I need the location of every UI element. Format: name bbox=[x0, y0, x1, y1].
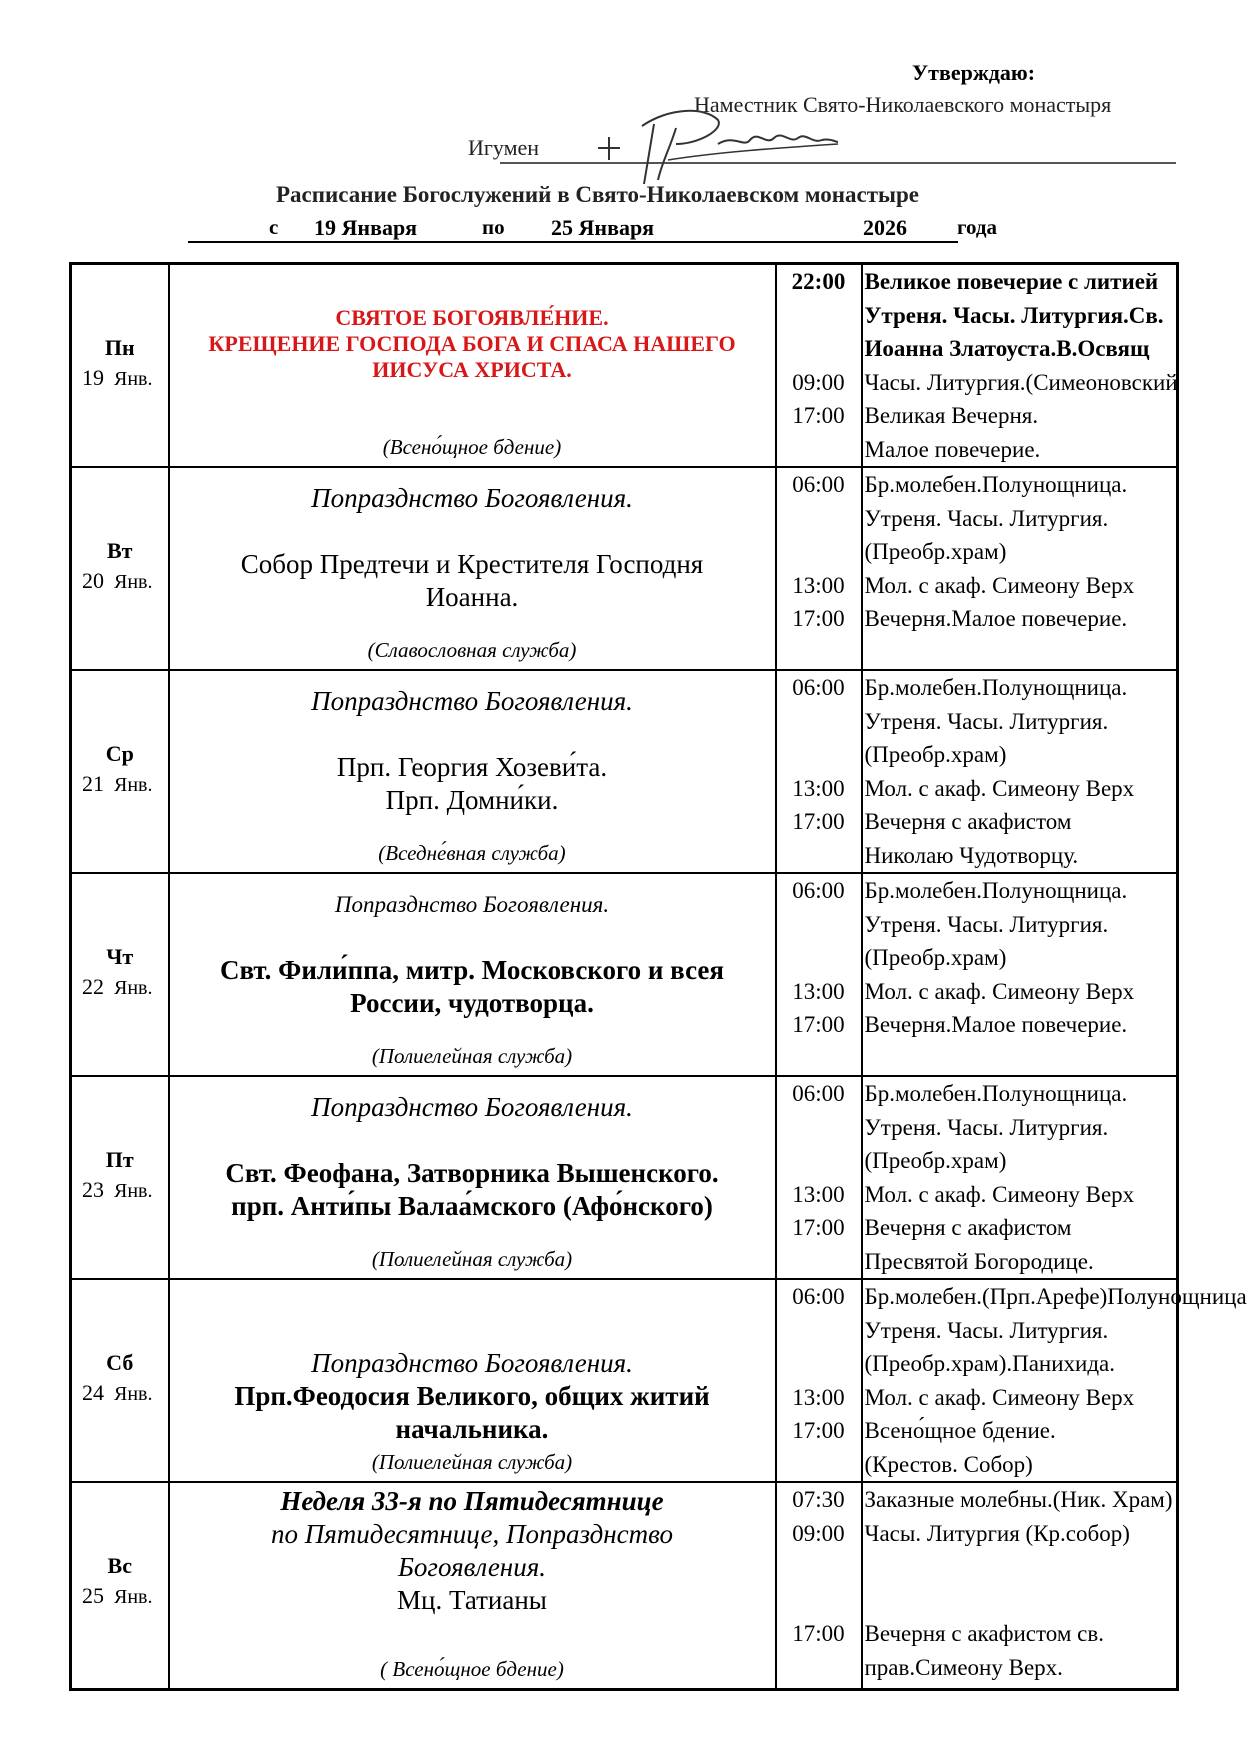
day-cell bbox=[71, 1482, 169, 1689]
feast-line: Прп.Феодосия Великого, общих житий bbox=[234, 1381, 710, 1411]
service-name: Бр.молебен.Полунощница. bbox=[864, 472, 1128, 497]
day-cell bbox=[71, 670, 169, 873]
service-name: Утреня. Часы. Литургия. bbox=[864, 1114, 1109, 1140]
feast-cell bbox=[169, 1482, 776, 1689]
day-month: Янв. bbox=[114, 977, 153, 999]
feast-lines bbox=[170, 305, 775, 383]
service-time: 17:00 bbox=[792, 1215, 845, 1240]
feast-cell bbox=[169, 264, 776, 468]
service-time bbox=[777, 705, 861, 739]
service-time bbox=[777, 1584, 861, 1618]
services-cell bbox=[862, 467, 1178, 670]
feast-line: по Пятидесятнице, Попразднство bbox=[270, 1519, 674, 1549]
service-type: (Вседне́вная служба) bbox=[378, 841, 566, 865]
weekday-abbr: Пт bbox=[105, 1147, 134, 1172]
service-time bbox=[777, 332, 861, 366]
feast-line: Мц. Татианы bbox=[397, 1585, 547, 1615]
feast-line: Свт. Феофана, Затворника Вышенского. bbox=[225, 1158, 719, 1188]
service-time bbox=[777, 433, 861, 467]
service-name: Иоанна Златоуста.В.Освящ bbox=[864, 336, 1150, 361]
day-row bbox=[71, 1482, 1178, 1689]
feast-line bbox=[170, 1124, 775, 1157]
feast-cell bbox=[169, 873, 776, 1076]
service-time bbox=[777, 1550, 861, 1584]
service-time bbox=[777, 1245, 861, 1279]
service-name bbox=[863, 636, 1177, 670]
feast-line: Прп. Георгия Хозеви́та. bbox=[336, 752, 608, 782]
weekday-abbr: Вс bbox=[107, 1553, 132, 1578]
service-type: (Полиелейная служба) bbox=[371, 1247, 573, 1271]
service-name: (Преобр.храм) bbox=[864, 539, 1007, 564]
service-name bbox=[863, 1042, 1177, 1076]
times-cell bbox=[776, 670, 862, 873]
feast-cell bbox=[169, 1076, 776, 1279]
service-name: Утреня. Часы. Литургия. bbox=[864, 1317, 1109, 1343]
day-number: 23 bbox=[82, 1177, 104, 1202]
from-word: с bbox=[269, 215, 279, 239]
services-cell bbox=[862, 1076, 1178, 1279]
approval-heading: Утверждаю: bbox=[912, 60, 1036, 85]
service-type: (Полиелейная служба) bbox=[371, 1450, 573, 1474]
feast-line: КРЕЩЕНИЕ ГОСПОДА БОГА И СПАСА НАШЕГО bbox=[208, 331, 736, 356]
feast-lines bbox=[170, 685, 775, 817]
weekday-abbr: Пн bbox=[104, 335, 135, 360]
service-time: 06:00 bbox=[792, 1081, 845, 1106]
service-time bbox=[777, 502, 861, 536]
service-name: Бр.молебен.Полунощница. bbox=[864, 1081, 1128, 1106]
feast-line: Прп. Домни́ки. bbox=[385, 785, 559, 815]
feast-line: прп. Анти́пы Валаа́мского (Афо́нского) bbox=[231, 1191, 713, 1221]
service-time bbox=[777, 1347, 861, 1381]
service-time: 13:00 bbox=[792, 775, 845, 801]
feast-line: Попразднство Богоявления. bbox=[311, 1348, 633, 1378]
service-time: 07:30 bbox=[792, 1487, 845, 1512]
service-time bbox=[777, 1651, 861, 1685]
service-time: 17:00 bbox=[792, 809, 845, 834]
feast-line: Собор Предтечи и Крестителя Господня bbox=[240, 549, 704, 579]
service-name: (Преобр.храм) bbox=[864, 945, 1007, 970]
services-cell bbox=[862, 873, 1178, 1076]
service-name: Вечерня с акафистом bbox=[864, 1215, 1072, 1240]
day-number: 24 bbox=[82, 1380, 104, 1405]
service-time bbox=[777, 1042, 861, 1076]
feast-lines bbox=[170, 1314, 775, 1446]
day-month: Янв. bbox=[114, 774, 153, 796]
feast-line: СВЯТОЕ БОГОЯВЛЕ́НИЕ. bbox=[335, 305, 609, 330]
feast-line bbox=[170, 718, 775, 751]
services-cell bbox=[862, 670, 1178, 873]
feast-line: Неделя 33-я по Пятидесятнице bbox=[280, 1486, 664, 1516]
feast-lines bbox=[170, 482, 775, 614]
day-row bbox=[71, 1076, 1178, 1279]
feast-line: Иоанна. bbox=[425, 582, 519, 612]
service-name bbox=[863, 1550, 1177, 1584]
service-time bbox=[777, 738, 861, 772]
service-name: Часы. Литургия (Кр.собор) bbox=[864, 1520, 1130, 1546]
service-time: 09:00 bbox=[792, 369, 845, 395]
services-cell bbox=[862, 264, 1178, 468]
feast-lines bbox=[170, 888, 775, 1020]
day-row bbox=[71, 670, 1178, 873]
service-name: Утреня. Часы. Литургия.Св. bbox=[864, 302, 1164, 328]
service-name: Вечерня.Малое повечерие. bbox=[864, 606, 1128, 631]
service-name: (Преобр.храм).Панихида. bbox=[864, 1351, 1116, 1376]
service-name: Вечерня с акафистом bbox=[864, 809, 1072, 834]
service-time bbox=[777, 299, 861, 333]
day-number: 22 bbox=[82, 974, 104, 999]
feast-line: ИИСУСА ХРИСТА. bbox=[372, 357, 572, 382]
service-name: Мол. с акаф. Симеону Верх bbox=[864, 978, 1135, 1004]
feast-line: Попразднство Богоявления. bbox=[311, 483, 633, 513]
year-word: года bbox=[957, 215, 998, 239]
from-date: 19 Января bbox=[314, 215, 418, 240]
abbot-rank: Игумен bbox=[468, 135, 540, 160]
feast-line bbox=[170, 921, 775, 954]
service-time: 06:00 bbox=[792, 1284, 845, 1309]
weekday-abbr: Чт bbox=[106, 944, 134, 969]
service-name: Мол. с акаф. Симеону Верх bbox=[864, 775, 1135, 801]
service-time: 06:00 bbox=[792, 675, 845, 700]
feast-line bbox=[170, 1314, 775, 1347]
service-time bbox=[777, 941, 861, 975]
year: 2026 bbox=[863, 215, 907, 240]
service-name: Вечерня.Малое повечерие. bbox=[864, 1012, 1128, 1037]
service-name: Утреня. Часы. Литургия. bbox=[864, 911, 1109, 937]
service-time bbox=[777, 1111, 861, 1145]
date-range-underline bbox=[188, 241, 958, 243]
day-date bbox=[82, 568, 153, 594]
service-time bbox=[777, 839, 861, 873]
day-cell bbox=[71, 1279, 169, 1482]
feast-line: Попразднство Богоявления. bbox=[311, 1092, 633, 1122]
day-month: Янв. bbox=[114, 1383, 153, 1405]
feast-cell bbox=[169, 1279, 776, 1482]
service-time bbox=[777, 1314, 861, 1348]
service-type: (Славословная служба) bbox=[367, 638, 577, 662]
day-date bbox=[82, 1177, 153, 1203]
day-cell bbox=[71, 264, 169, 468]
service-time: 17:00 bbox=[792, 1418, 845, 1443]
weekday-abbr: Сб bbox=[106, 1350, 134, 1375]
day-row bbox=[71, 264, 1178, 468]
feast-lines bbox=[170, 1091, 775, 1223]
service-time: 17:00 bbox=[792, 1012, 845, 1037]
service-name: Всено́щное бдение. bbox=[864, 1418, 1056, 1443]
service-time bbox=[777, 1448, 861, 1482]
services-cell bbox=[862, 1482, 1178, 1689]
day-row bbox=[71, 467, 1178, 670]
day-month: Янв. bbox=[114, 368, 153, 390]
service-name: Николаю Чудотворцу. bbox=[864, 842, 1079, 868]
service-name: (Преобр.храм) bbox=[864, 1148, 1007, 1173]
day-row bbox=[71, 1279, 1178, 1482]
to-word: по bbox=[482, 215, 505, 239]
times-cell bbox=[776, 467, 862, 670]
schedule-body bbox=[71, 264, 1247, 1690]
feast-cell bbox=[169, 467, 776, 670]
service-name: (Крестов. Собор) bbox=[864, 1451, 1033, 1477]
feast-line: Богоявления. bbox=[398, 1552, 546, 1582]
service-type: ( Всено́щное бдение) bbox=[380, 1656, 564, 1681]
service-name: Великая Вечерня. bbox=[864, 403, 1039, 428]
day-row bbox=[71, 873, 1178, 1076]
service-time bbox=[777, 1144, 861, 1178]
times-cell bbox=[776, 1482, 862, 1689]
service-time: 17:00 bbox=[792, 403, 845, 428]
service-time: 06:00 bbox=[792, 472, 845, 497]
service-name: Заказные молебны.(Ник. Храм) bbox=[864, 1487, 1173, 1512]
service-name: Вечерня с акафистом св. bbox=[864, 1621, 1104, 1646]
feast-line: Попразднство Богоявления. bbox=[311, 686, 633, 716]
service-time bbox=[777, 908, 861, 942]
abbot-title: Наместник Свято-Николаевского монастыря bbox=[694, 92, 1112, 117]
service-name bbox=[863, 1584, 1177, 1618]
schedule-table bbox=[69, 262, 1247, 1691]
feast-cell bbox=[169, 670, 776, 873]
day-number: 25 bbox=[82, 1583, 104, 1608]
feast-line: начальника. bbox=[395, 1414, 549, 1444]
feast-lines bbox=[170, 1485, 775, 1617]
to-date: 25 Января bbox=[551, 215, 655, 240]
service-time: 13:00 bbox=[792, 978, 845, 1004]
service-name: Пресвятой Богородице. bbox=[864, 1248, 1094, 1274]
handwritten-signature bbox=[598, 100, 838, 190]
day-number: 19 bbox=[82, 365, 104, 390]
times-cell bbox=[776, 1076, 862, 1279]
service-time: 13:00 bbox=[792, 1384, 845, 1410]
feast-line bbox=[170, 515, 775, 548]
service-name: прав.Симеону Верх. bbox=[864, 1654, 1063, 1680]
times-cell bbox=[776, 1279, 862, 1482]
feast-line: России, чудотворца. bbox=[350, 988, 594, 1018]
day-number: 20 bbox=[82, 568, 104, 593]
service-name: Бр.молебен.Полунощница. bbox=[864, 675, 1128, 700]
day-date bbox=[82, 365, 153, 391]
service-type: (Всено́щное бдение) bbox=[382, 435, 562, 459]
day-month: Янв. bbox=[114, 1180, 153, 1202]
service-name: Утреня. Часы. Литургия. bbox=[864, 708, 1109, 734]
service-name: Бр.молебен.(Прп.Арефе)Полунощница bbox=[864, 1284, 1247, 1309]
feast-line: Свт. Фили́ппа, митр. Московского и всея bbox=[220, 955, 724, 985]
times-cell bbox=[776, 873, 862, 1076]
service-time: 22:00 bbox=[791, 269, 846, 294]
service-time: 17:00 bbox=[792, 1621, 845, 1646]
day-number: 21 bbox=[82, 771, 104, 796]
day-cell bbox=[71, 873, 169, 1076]
times-cell bbox=[776, 264, 862, 468]
day-date bbox=[82, 974, 153, 1000]
service-time: 09:00 bbox=[792, 1520, 845, 1546]
day-month: Янв. bbox=[114, 1586, 153, 1608]
service-name: Бр.молебен.Полунощница. bbox=[864, 878, 1128, 903]
service-name: Мол. с акаф. Симеону Верх bbox=[864, 572, 1135, 598]
feast-line: Попразднство Богоявления. bbox=[334, 892, 610, 917]
service-time bbox=[777, 535, 861, 569]
service-name: Великое повечерие с литией bbox=[864, 269, 1159, 294]
day-cell bbox=[71, 467, 169, 670]
schedule-title: Расписание Богослужений в Свято-Николаевском монастыре bbox=[276, 182, 920, 207]
weekday-abbr: Вт bbox=[107, 538, 133, 563]
service-name: Мол. с акаф. Симеону Верх bbox=[864, 1181, 1135, 1207]
service-time: 06:00 bbox=[792, 878, 845, 903]
day-date bbox=[82, 771, 153, 797]
day-date bbox=[82, 1583, 153, 1609]
day-cell bbox=[71, 1076, 169, 1279]
service-time bbox=[777, 636, 861, 670]
service-name: Часы. Литургия.(Симеоновский bbox=[864, 369, 1178, 395]
service-type: (Полиелейная служба) bbox=[371, 1044, 573, 1068]
services-cell bbox=[862, 1279, 1247, 1482]
service-time: 17:00 bbox=[792, 606, 845, 631]
day-month: Янв. bbox=[114, 571, 153, 593]
service-name: Мол. с акаф. Симеону Верх bbox=[864, 1384, 1135, 1410]
service-name: Малое повечерие. bbox=[864, 436, 1041, 462]
service-name: Утреня. Часы. Литургия. bbox=[864, 505, 1109, 531]
day-date bbox=[82, 1380, 153, 1406]
service-time: 13:00 bbox=[792, 1181, 845, 1207]
service-time: 13:00 bbox=[792, 572, 845, 598]
service-name: (Преобр.храм) bbox=[864, 742, 1007, 767]
weekday-abbr: Ср bbox=[105, 741, 134, 766]
